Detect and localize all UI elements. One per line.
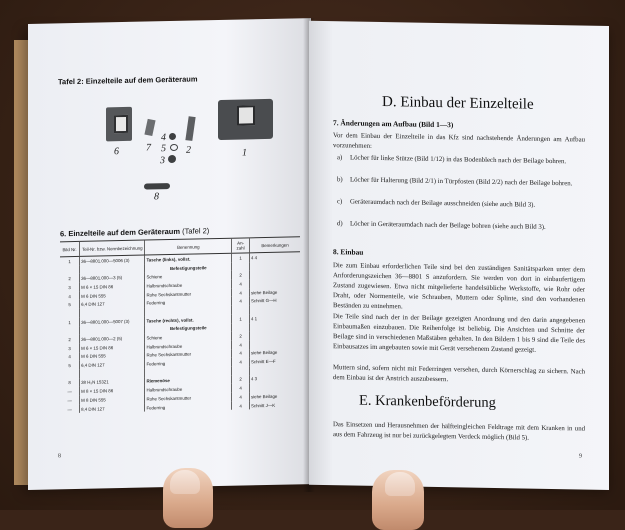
table-cell: Schiene <box>145 332 232 343</box>
figure-label-1: 1 <box>242 147 247 159</box>
figure-label-5: 5 <box>161 143 166 155</box>
table-cell: Befestigungsteile <box>145 262 232 273</box>
figure-label-3: 3 <box>160 155 165 167</box>
table-cell: 36—8801.000—2 (5) <box>80 334 145 344</box>
table-cell: 2 <box>232 271 250 280</box>
table-cell: M 6 DIN 555 <box>80 290 145 300</box>
heading-einbau: D. Einbau der Einzelteile <box>382 94 534 113</box>
parts-section-title-text: 6. Einzelteile auf dem Geräteraum <box>60 226 181 239</box>
table-cell <box>232 305 250 314</box>
table-cell: 4 <box>68 293 71 299</box>
table-cell: 5 <box>68 302 71 308</box>
table-cell: 6,4 DIN 127 <box>80 360 145 370</box>
part-3-screws <box>168 155 176 163</box>
table-cell: 4 <box>232 349 250 358</box>
table-cell: Befestigungsteile <box>145 323 232 334</box>
table-cell: 1 <box>68 319 71 325</box>
table-cell: siehe Beilage <box>249 391 300 401</box>
table-cell: M 6 DIN 555 <box>80 351 145 361</box>
table-cell: 1 <box>68 258 71 264</box>
table-cell: 8 <box>68 380 71 386</box>
table-cell: 4 <box>232 288 250 297</box>
part-6-bracket <box>106 107 132 142</box>
list-item-d: d) Löcher in Geräteraumdach nach der Beilage bohren (siehe auch Bild 3). <box>337 220 546 231</box>
right-page <box>309 21 609 490</box>
paragraph-einbau-2: Die Teile sind nach der in der Beilage gezeigten Anordnung und den darin angegebenen Einbaumaßen einzubauen. Die Reihenfolge ist beliebig. Die Ansichten und Schnitte der Beilage sind in verschiedenen Maßstäben gehalten. In den Bildern 1 bis 9 sind die Teile des Einbausatzes im angebauten sowie mit Gerät versehenem Zustand gezeigt. <box>333 313 585 354</box>
table-cell: M 8 DIN 555 <box>80 395 145 405</box>
table-cell: 4 3 <box>249 374 300 384</box>
part-5-washer <box>170 144 178 151</box>
list-item-b: b) Löcher für Halterung (Bild 2/1) in Türpfosten (Bild 2/2) nach der Beilage bohren. <box>337 176 573 188</box>
table-cell: Riemenöse <box>145 375 232 386</box>
table-cell <box>232 366 250 375</box>
table-cell: Tasche (links), vollst. <box>145 253 232 264</box>
table-cell: 8,4 DIN 127 <box>80 403 145 413</box>
table-cell: Federring <box>145 297 232 308</box>
figure-label-4: 4 <box>161 132 166 144</box>
part-8-strap-eye <box>144 183 170 190</box>
intro-paragraph: Vor dem Einbau der Einzelteile in das Kfz sind nachstehende Änderungen am Aufbau vorzunehmen: <box>333 132 585 150</box>
table-cell: 4 <box>232 340 250 349</box>
paragraph-einbau-1: Die zum Einbau erforderlichen Teile sind bei den zuständigen Sanitätsparken unter dem Anforderungszeichen 36—8801 S anzufordern. Sie werden von dort in einbaufertigem Zustand zugewiesen. Etwa nicht mitgelieferte handelsübliche Werkstoffe, wie Rohr oder Draht, oder Normenteile, wie Schrauben, Muttern oder Splinte, sind den vorhandenen Beständen zu entnehmen. <box>333 262 585 311</box>
table-cell: — <box>67 389 72 395</box>
figure-label-8: 8 <box>154 191 159 203</box>
parts-table <box>60 236 300 413</box>
header-anzahl: An- zahl <box>232 238 250 253</box>
table-cell: 4 <box>232 279 250 288</box>
parts-section-title-suffix: (Tafel 2) <box>182 226 210 236</box>
table-cell: Rohe Sechskantmutter <box>145 349 232 360</box>
part-1-pouch <box>218 99 273 140</box>
table-cell: 2 <box>68 337 71 343</box>
left-page <box>28 18 311 490</box>
table-cell: Schnitt G—H <box>249 296 300 306</box>
table-cell: Federring <box>145 401 232 412</box>
subheading-einbau: 8. Einbau <box>333 247 364 257</box>
table-cell: 36—8801.000—3 (5) <box>80 273 145 283</box>
table-cell: 3 <box>68 345 71 351</box>
table-cell: 4 <box>232 401 250 410</box>
table-cell: 4 <box>232 358 250 367</box>
table-cell: 4 <box>68 354 71 360</box>
table-cell: 36—8801.000—5007 (3) <box>80 316 145 326</box>
right-page-number: 9 <box>579 453 582 460</box>
heading-krankenbefoerderung: E. Krankenbeförderung <box>359 392 496 412</box>
table-cell: 4 <box>232 297 250 306</box>
subheading-aenderungen: 7. Änderungen am Aufbau (Bild 1—3) <box>333 118 454 130</box>
paragraph-krankenbefoerderung: Das Einsetzen und Herausnehmen der hälfteingleichen Feldtrage mit dem Kranken in und aus dem Fahrzeug ist nur bei zurückgelegtem Verdeck möglich (Bild 5). <box>333 421 585 442</box>
table-cell: 6,4 DIN 127 <box>80 299 145 309</box>
table-cell: M 6 × 15 DIN 86 <box>80 342 145 352</box>
table-cell: Federring <box>145 358 232 369</box>
table-cell: 2 <box>68 276 71 282</box>
paragraph-einbau-3: Muttern sind, sofern nicht mit Federringen versehen, durch Körnerschlag zu sichern. Nach dem Einbau ist der Anstrich auszubessern. <box>333 364 585 384</box>
table-cell: siehe Beilage <box>249 348 300 358</box>
table-cell <box>232 262 250 271</box>
list-item-a: a) Löcher für linke Stütze (Bild 1/12) in das Bodenblech nach der Beilage bohren. <box>337 154 567 166</box>
header-teil-nr: Teil-Nr. bzw. Normbezeichnung <box>80 240 145 256</box>
parts-section-title <box>60 226 209 238</box>
list-item-c: c) Geräteraumdach nach der Beilage ausschneiden (siehe auch Bild 3). <box>337 198 536 209</box>
part-7-strip <box>144 119 155 136</box>
table-cell: Halbrundschraube <box>145 384 232 395</box>
table-cell: Halbrundschraube <box>145 280 232 291</box>
table-cell: Schiene <box>145 271 232 282</box>
right-thumbnail <box>385 472 415 496</box>
table-cell: 5 <box>68 363 71 369</box>
table-cell: 3 <box>68 285 71 291</box>
table-cell <box>60 370 80 379</box>
table-cell: Schnitt E—F <box>249 357 300 367</box>
part-2-rail <box>185 116 195 141</box>
table-cell: — <box>67 397 72 404</box>
table-cell: Halbrundschraube <box>145 341 232 352</box>
figure-label-6: 6 <box>114 146 119 158</box>
figure-title: Tafel 2: Einzelteile auf dem Geräteraum <box>58 74 198 87</box>
table-cell: 4 1 <box>249 313 300 323</box>
figure-label-2: 2 <box>186 144 191 156</box>
table-cell: M 6 × 15 DIN 86 <box>80 282 145 292</box>
table-cell: 2 <box>232 375 250 384</box>
table-cell: — <box>67 406 72 412</box>
table-cell: Rohe Sechskantmutter <box>145 393 232 404</box>
table-cell <box>60 326 80 335</box>
table-cell <box>60 266 80 275</box>
table-cell: 2 <box>232 332 250 341</box>
table-cell: M 8 × 15 DIN 86 <box>80 386 145 396</box>
table-cell: 4 4 <box>249 252 300 262</box>
table-cell: 4 <box>232 392 250 401</box>
header-benennung: Benennung <box>145 238 232 255</box>
table-cell: Rohe Sechskantmutter <box>145 288 232 299</box>
table-cell <box>232 323 250 332</box>
part-4-nut <box>169 133 176 140</box>
left-page-number: 8 <box>58 453 61 460</box>
figure-label-7: 7 <box>146 142 151 154</box>
table-cell: 36—8801.000—5006 (3) <box>80 255 145 266</box>
table-cell <box>60 309 80 318</box>
table-cell: Schnitt J—K <box>249 400 300 410</box>
table-cell: 4 <box>232 384 250 393</box>
table-cell: siehe Beilage <box>249 287 300 297</box>
left-thumbnail <box>170 470 200 494</box>
table-cell: 1 <box>232 253 250 263</box>
table-cell: 38 H₂N 15321 <box>80 377 145 387</box>
table-cell: Tasche (rechts), vollst. <box>145 315 232 326</box>
header-bild-nr: Bild Nr. <box>60 241 80 256</box>
table-cell: 1 <box>232 314 250 323</box>
header-bemerkungen: Bemerkungen <box>249 237 300 253</box>
